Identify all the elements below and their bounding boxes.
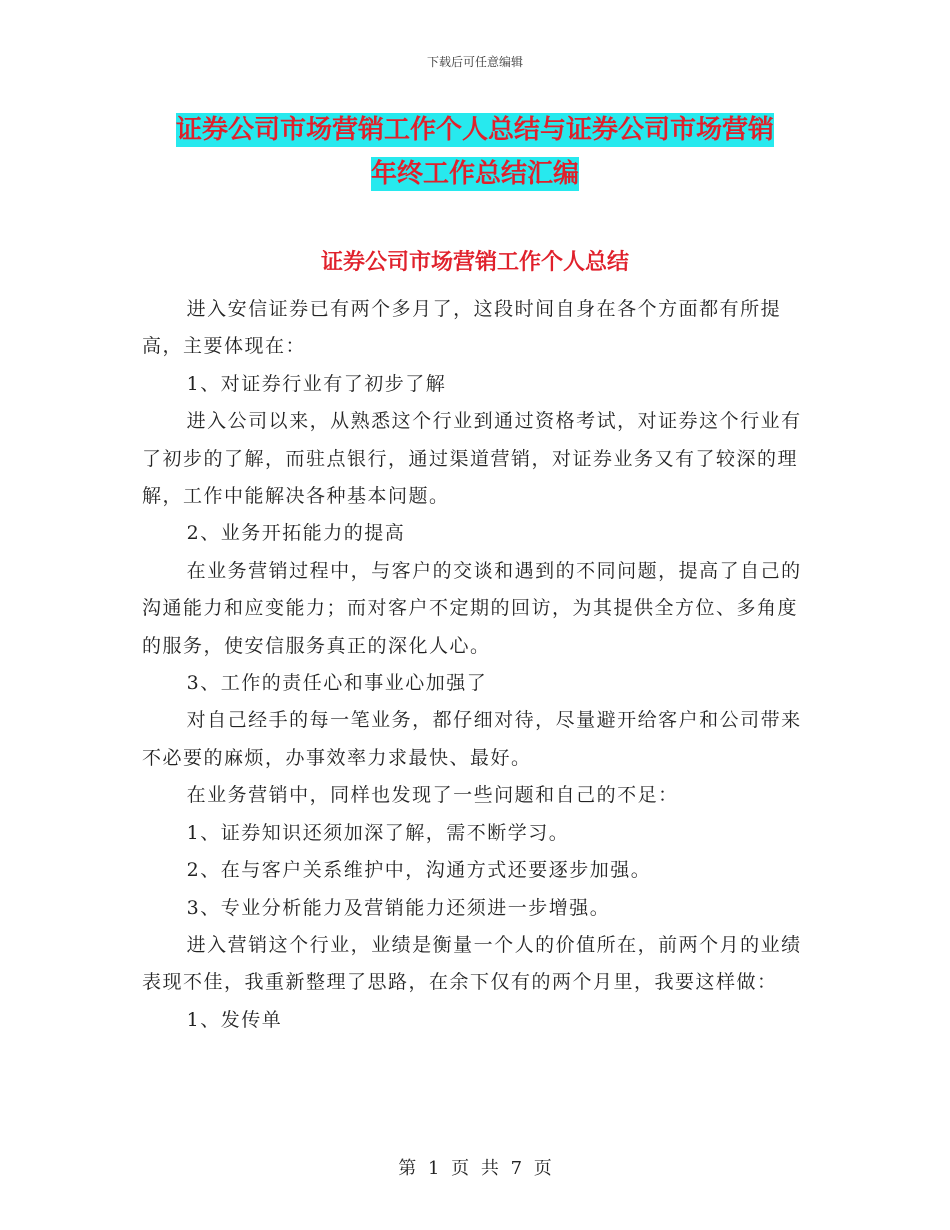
section-title: 证券公司市场营销工作个人总结 [320,250,629,275]
body-text [142,291,802,1039]
paragraph: 2、业务开拓能力的提高 [186,522,406,545]
page-footer: 第 1 页 共 7 页 [398,1158,552,1179]
document-title [140,108,810,196]
paragraph: 1、对证券行业有了初步了解 [186,372,447,395]
paragraph: 在业务营销中，同样也发现了一些问题和自己的不足： [186,784,679,807]
paragraph: 3、专业分析能力及营销能力还须进一步增强。 [186,896,611,919]
title-line-1: 证券公司市场营销工作个人总结与证券公司市场营销 [175,115,774,145]
paragraph: 进入安信证券已有两个多月了，这段时间自身在各个方面都有所提高，主要体现在： [142,298,782,358]
paragraph: 进入公司以来，从熟悉这个行业到通过资格考试，对证券这个行业有了初步的了解，而驻点银行，通过渠道营销，对证券业务又有了较深的理解，工作中能解决各种基本问题。 [142,410,802,508]
paragraph: 1、发传单 [186,1008,283,1031]
paragraph: 2、在与客户关系维护中，沟通方式还要逐步加强。 [186,859,652,882]
header-note: 下载后可任意编辑 [426,55,523,69]
paragraph: 3、工作的责任心和事业心加强了 [186,672,488,695]
paragraph: 1、证券知识还须加深了解，需不断学习。 [186,821,570,844]
paragraph: 在业务营销过程中，与客户的交谈和遇到的不同问题，提高了自己的沟通能力和应变能力；而对客户不定期的回访，为其提供全方位、多角度的服务，使安信服务真正的深化人心。 [142,559,802,657]
paragraph: 进入营销这个行业，业绩是衡量一个人的价值所在，前两个月的业绩表现不佳，我重新整理了思路，在余下仅有的两个月里，我要这样做： [142,933,802,994]
title-line-2: 年终工作总结汇编 [370,159,579,189]
paragraph: 对自己经手的每一笔业务，都仔细对待，尽量避开给客户和公司带来不必要的麻烦，办事效率力求最快、最好。 [142,709,802,769]
